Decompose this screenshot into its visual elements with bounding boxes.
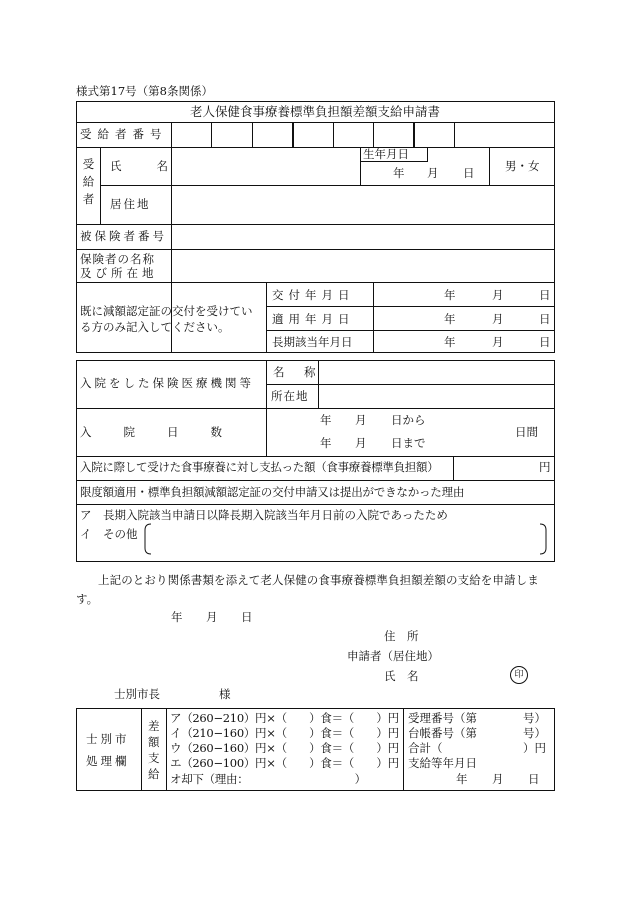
birthdate-month: 月 — [427, 166, 439, 180]
insured-number-label: 被保険者番号 — [80, 229, 167, 243]
reason-option-b[interactable]: イ その他 — [80, 527, 138, 541]
form-title: 老人保健食事療養標準負担額差額支給申請書 — [189, 104, 440, 119]
hospital-address-label: 所在地 — [271, 389, 309, 403]
issue-month: 月 — [492, 288, 504, 302]
diff-label-2: 額 — [148, 735, 160, 749]
recipient-group-label-1: 受給者 — [81, 158, 96, 211]
reason-other-bracket[interactable] — [143, 522, 548, 556]
apply-month: 月 — [492, 312, 504, 326]
stay-from-month: 月 — [355, 413, 367, 427]
calc-line-e: オ却下（理由： ） — [170, 772, 366, 786]
long-term-date-label: 長期該当年月日 — [272, 335, 353, 349]
apply-day: 日 — [539, 312, 551, 326]
long-term-year: 年 — [444, 335, 456, 349]
insurer-field[interactable] — [172, 250, 554, 281]
sex-selector[interactable]: 男・女 — [505, 159, 540, 173]
birthdate-label: 生年月日 — [363, 147, 409, 161]
reason-heading: 限度額適用・標準負担額減額認定証の交付申請又は提出ができなかった理由 — [80, 485, 465, 499]
birthdate-day: 日 — [463, 166, 475, 180]
payment-day: 日 — [528, 772, 540, 786]
reduction-note-line1: 既に減額認定証の交付を受けてい — [80, 304, 253, 318]
issue-date-field[interactable] — [374, 283, 554, 305]
seal-mark: 印 — [510, 666, 528, 684]
reason-option-a[interactable]: ア 長期入院該当申請日以降長期入院該当年月日前の入院であったため — [80, 508, 448, 522]
hospital-address-field[interactable] — [319, 385, 554, 407]
stay-from-label: 日から — [391, 413, 426, 427]
long-term-date-field[interactable] — [374, 331, 554, 352]
payment-month: 月 — [492, 772, 504, 786]
declaration-line2: す。 — [76, 592, 99, 606]
calc-line-c: ウ（260−160）円×（ ）食＝（ ）円 — [170, 741, 399, 755]
paid-amount-label: 入院に際して受けた食事療養に対し支払った額（食事療養標準負担額） — [80, 460, 439, 474]
diff-label-4: 給 — [148, 767, 160, 781]
issue-date-label: 交付年月日 — [272, 288, 355, 302]
stay-days-label: 入 院 日 数 — [80, 425, 225, 439]
applicant-name-label: 氏 名 — [384, 669, 419, 683]
address-field[interactable] — [172, 186, 554, 223]
diff-label-1: 差 — [148, 719, 160, 733]
hospital-label: 入院をした保険医療機関等 — [80, 376, 254, 390]
payment-date-label: 支給等年月日 — [408, 756, 477, 770]
honorific: 様 — [219, 687, 231, 701]
paid-amount-yen: 円 — [539, 460, 551, 474]
name-field[interactable] — [172, 148, 359, 185]
long-term-day: 日 — [539, 335, 551, 349]
form-number: 様式第17号（第8条関係） — [76, 84, 213, 98]
apply-year: 年 — [444, 312, 456, 326]
declaration-line1: 上記のとおり関係書類を添えて老人保健の食事療養標準負担額差額の支給を申請しま — [98, 573, 539, 587]
hospital-name-field[interactable] — [319, 361, 554, 383]
ledger-number: 台帳番号（第 号） — [408, 726, 546, 740]
reduction-note-line2: る方のみ記入してください。 — [80, 320, 230, 334]
stay-to-month: 月 — [355, 436, 367, 450]
diff-label-3: 支 — [148, 751, 160, 765]
application-year: 年 — [171, 610, 183, 624]
stay-to-label: 日まで — [391, 436, 426, 450]
insurer-label-line2: 及び所在地 — [80, 266, 158, 280]
insurer-label-line1: 保険者の名称 — [80, 252, 155, 266]
hospital-name-label: 名 称 — [273, 365, 320, 379]
stay-to-year: 年 — [320, 436, 332, 450]
application-month: 月 — [206, 610, 218, 624]
calc-line-a: ア（260−210）円×（ ）食＝（ ）円 — [170, 711, 399, 725]
application-day: 日 — [241, 610, 253, 624]
addressee: 士別市長 — [114, 687, 160, 701]
recipient-number-digit-boxes[interactable] — [172, 123, 454, 147]
name-label: 氏 名 — [110, 159, 172, 173]
issue-day: 日 — [539, 288, 551, 302]
stay-days-unit: 日間 — [515, 425, 538, 439]
birthdate-year: 年 — [393, 166, 405, 180]
payment-year: 年 — [456, 772, 468, 786]
stay-from-year: 年 — [320, 413, 332, 427]
calc-line-b: イ（210−160）円×（ ）食＝（ ）円 — [170, 726, 399, 740]
issue-year: 年 — [444, 288, 456, 302]
applicant-address-label: 住 所 — [384, 629, 419, 643]
total-amount: 合計（ ）円 — [408, 741, 546, 755]
apply-date-label: 適用年月日 — [272, 312, 355, 326]
receipt-number: 受理番号（第 号） — [408, 711, 546, 725]
address-label: 居住地 — [110, 197, 151, 211]
calc-line-d: エ（260−100）円×（ ）食＝（ ）円 — [170, 756, 399, 770]
long-term-month: 月 — [492, 335, 504, 349]
insured-number-field[interactable] — [172, 225, 554, 248]
apply-date-field[interactable] — [374, 307, 554, 329]
applicant-label: 申請者（居住地） — [347, 649, 439, 663]
recipient-number-label: 受給者番号 — [80, 127, 168, 141]
office-label-1: 士別市 — [86, 732, 130, 746]
office-label-2: 処理欄 — [86, 754, 130, 768]
